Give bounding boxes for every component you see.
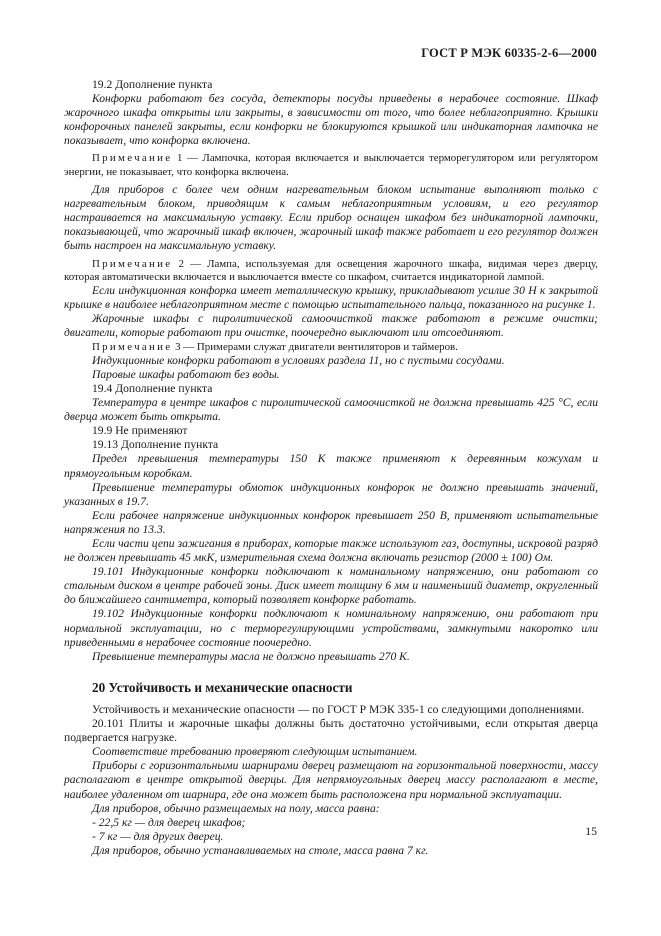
paragraph: 19.101 Индукционные конфорки подключают к номинальному напряжению, они работают со стальным диском в центре рабочей зоны. Диск имеет толщину 6 мм и наименьший диаметр, округленный до ближайшего сантиметра, который позволяет конфорке работать. <box>64 565 598 607</box>
clause-19-13-title: 19.13 Дополнение пункта <box>92 438 219 452</box>
document-header: ГОСТ Р МЭК 60335-2-6—2000 <box>421 46 597 60</box>
note-label: Примечание <box>92 257 173 270</box>
paragraph: Соответствие требованию проверяют следующим испытанием. <box>92 745 418 759</box>
paragraph: Для приборов с более чем одним нагревательным блоком испытание выполняют только с нагревательным блоком, приводящим к самым неблагоприятным условиям, и его регулятор настраивается на максимальную уставку. Если прибор оснащен шкафом без индикаторной лампочки, показывающей, что жарочный шкаф включен, жарочный шкаф также работает и его регулятор должен быть настроен на максимальную уставку. <box>64 183 598 253</box>
paragraph: Превышение температуры обмоток индукционных конфорок не должно превышать значений, указанных в 19.7. <box>64 480 598 508</box>
paragraph: Конфорки работают без сосуда, детекторы посуды приведены в нерабочее состояние. Шкаф жарочного шкафа открыты или закрыты, в зависимости от того, что более неблагоприятно. Крышки конфорочных панелей закрыты, если конфорки не блокируются крышкой или индикаторная лампочка не показывает, что конфорка включена. <box>64 92 598 148</box>
clause-19-9-title: 19.9 Не применяют <box>92 424 188 438</box>
paragraph: Для приборов, обычно устанавливаемых на столе, масса равна 7 кг. <box>92 843 429 857</box>
note-text: 1 — Лампочка, которая включается и выключается терморегулятором или регулятором энергии, не показывает, что конфорка включена. <box>64 152 598 178</box>
note-text: 3 — Примерами служат двигатели вентиляторов и таймеров. <box>172 340 458 353</box>
list-item: - 22,5 кг — для дверец шкафов; <box>92 815 246 829</box>
page-content <box>64 78 598 858</box>
page-number: 15 <box>585 824 597 838</box>
paragraph: Устойчивость и механические опасности — по ГОСТ Р МЭК 335-1 со следующими дополнениями. <box>92 702 585 716</box>
note-1 <box>64 152 598 179</box>
paragraph: Жарочные шкафы с пиролитической самоочисткой также работают в режиме очистки; двигатели, которые работают при очистке, поочередно выключают или отсоединяют. <box>64 312 598 340</box>
paragraph: Если рабочее напряжение индукционных конфорок превышает 250 В, применяют испытательные напряжения по 13.3. <box>64 508 598 536</box>
paragraph: Для приборов, обычно размещаемых на полу, масса равна: <box>92 801 380 815</box>
paragraph: Паровые шкафы работают без воды. <box>92 367 280 381</box>
paragraph: Превышение температуры масла не должно превышать 270 К. <box>92 649 410 663</box>
note-label: Примечание <box>92 340 173 353</box>
list-item: - 7 кг — для других дверец. <box>92 829 224 843</box>
paragraph: 20.101 Плиты и жарочные шкафы должны быть достаточно устойчивыми, если открытая дверца подвергается нагрузке. <box>64 717 598 745</box>
note-2 <box>64 258 598 285</box>
paragraph: Температура в центре шкафов с пиролитической самоочисткой не должна превышать 425 °С, если дверца может быть открыта. <box>64 396 598 424</box>
note-label: Примечание <box>92 152 173 165</box>
clause-19-4-title: 19.4 Дополнение пункта <box>92 381 213 395</box>
paragraph: Приборы с горизонтальными шарнирами дверец размещают на горизонтальной поверхности, массу располагают в центре открытой дверцы. Для непрямоугольных дверец массу располагают в месте, наиболее удаленном от шарнира, где она может быть расположена при нормальной эксплуатации. <box>64 759 598 801</box>
paragraph: Если части цепи зажигания в приборах, которые также используют газ, доступны, искровой разряд не должен превышать 45 мкК, измерительная схема должна включать резистор (2000 ± 100) Ом. <box>64 537 598 565</box>
note-3 <box>64 341 598 354</box>
section-heading: 20 Устойчивость и механические опасности <box>92 679 353 695</box>
paragraph: Если индукционная конфорка имеет металлическую крышку, прикладывают усилие 30 Н к закрытой крышке в наиболее неблагоприятном месте с помощью испытательного пальца, показанного на рисунке 1. <box>64 284 598 312</box>
paragraph: Индукционные конфорки работают в условиях раздела 11, но с пустыми сосудами. <box>92 353 505 367</box>
clause-19-2-title: 19.2 Дополнение пункта <box>92 78 213 91</box>
paragraph: Предел превышения температуры 150 К также применяют к деревянным кожухам и прямоугольным коробкам. <box>64 452 598 480</box>
note-text: 2 — Лампа, используемая для освещения жарочного шкафа, видимая через дверцу, которая автоматически включается и выключается вместе со шкафом, считается индикаторной лампой. <box>64 257 598 283</box>
paragraph: 19.102 Индукционные конфорки подключают к номинальному напряжению, они работают при нормальной эксплуатации, но с терморегулирующими устройствами, замкнутыми накоротко или приведенными в нерабочее состояние поочередно. <box>64 607 598 649</box>
